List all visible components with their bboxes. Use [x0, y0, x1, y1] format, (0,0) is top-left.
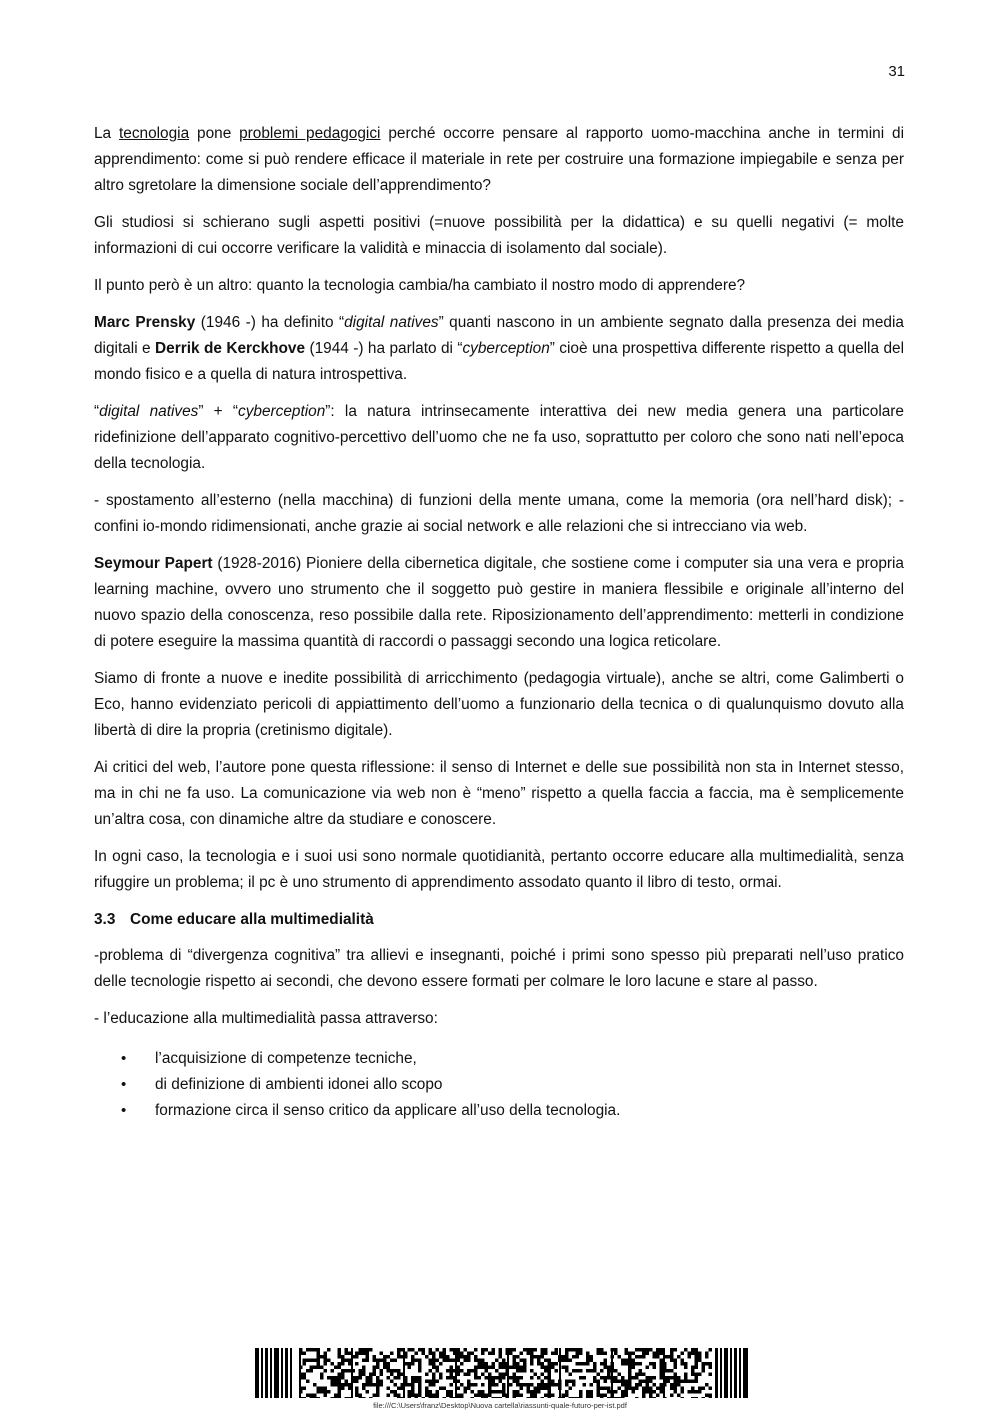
footer-file-path: file:///C:\Users\franz\Desktop\Nuova cartella\riassunti-quale-futuro-per-ist.pdf — [373, 1401, 627, 1410]
section-heading — [94, 907, 904, 933]
author-name: Seymour Papert — [94, 555, 213, 572]
text-run: (1946 -) ha definito “ — [195, 314, 345, 331]
paragraph-scholars: Gli studiosi si schierano sugli aspetti positivi (=nuove possibilità per la didattica) e su quelli negativi (= molte informazioni di cui occorre verificare la validità e minaccia di isolamento dal sociale). — [94, 214, 904, 257]
list-item-text: l’acquisizione di competenze tecniche, — [155, 1050, 417, 1067]
paragraph-prensky — [94, 310, 904, 388]
underlined-term: problemi pedagogici — [239, 125, 381, 142]
text-run: ” cioè una prospettiva differente rispetto a quella del mondo fisico e a quella di natura introspettiva. — [94, 340, 904, 383]
bullet-icon: • — [121, 1076, 127, 1093]
paragraph-education-through: - l’educazione alla multimedialità passa attraverso: — [94, 1010, 438, 1027]
text-run: ” quanti nascono in un ambiente segnato dalla presenza dei media digitali e — [94, 314, 904, 357]
paragraph-externalization: - spostamento all’esterno (nella macchina) di funzioni della mente umana, come la memoria (ora nell’hard disk); - confini io-mondo ridimensionati, anche grazie ai social network e alle relazioni che si intrecciano via web. — [94, 492, 904, 535]
text-run: (1944 -) ha parlato di “ — [305, 340, 463, 357]
list-item-text: formazione circa il senso critico da applicare all’uso della tecnologia. — [155, 1102, 621, 1119]
text-run: (1928-2016) Pioniere della cibernetica digitale, che sostiene come i computer sia una vera e propria learning machine, ovvero uno strumento che il soggetto può gestire in maniera flessibile e originale all’interno del nuovo spazio della conoscenza, reso possibile dalla rete. Riposizionamento dell’apprendimento: metterli in condizione di potere eseguire la massima quantità di raccordi o passaggi secondo una logica reticolare. — [94, 555, 904, 650]
bullet-list — [94, 1046, 904, 1124]
italic-term: digital natives — [344, 314, 439, 331]
text-run: pone — [189, 125, 240, 142]
italic-term: digital natives — [99, 403, 199, 420]
underlined-term: tecnologia — [118, 125, 190, 142]
list-item-text: di definizione di ambienti idonei allo scopo — [155, 1076, 443, 1093]
page-number: 31 — [888, 63, 905, 80]
page-body — [94, 121, 904, 1124]
text-run: perché occorre pensare al rapporto uomo-macchina anche in termini di apprendimento: come si può rendere efficace il materiale in rete per costruire una formazione impiegabile e senza per altro sgretolare la dimensione sociale dell’apprendimento? — [94, 125, 904, 194]
list-item — [94, 1046, 904, 1072]
list-item — [94, 1098, 904, 1124]
paragraph-everyday-technology: In ogni caso, la tecnologia e i suoi usi sono normale quotidianità, pertanto occorre educare alla multimedialità, senza rifuggire un problema; il pc è uno strumento di apprendimento assodato quanto il libro di testo, ormai. — [94, 848, 904, 891]
text-run: La — [94, 125, 119, 142]
text-run: ” + “ — [198, 403, 239, 420]
paragraph-digital-natives — [94, 399, 904, 477]
italic-term: cyberception — [462, 340, 550, 357]
author-name: Marc Prensky — [94, 314, 196, 331]
italic-term: cyberception — [238, 403, 326, 420]
list-item — [94, 1072, 904, 1098]
text-run: “ — [94, 403, 100, 420]
paragraph-technology-problems — [94, 121, 904, 199]
paragraph-cognitive-divergence: -problema di “divergenza cognitiva” tra allievi e insegnanti, poiché i primi sono spesso più preparati nell’uso pratico delle tecnologie rispetto ai secondi, che devono essere formati per colmare le loro lacune e stare al passo. — [94, 947, 904, 990]
bullet-icon: • — [121, 1050, 127, 1067]
paragraph-web-critics: Ai critici del web, l’autore pone questa riflessione: il senso di Internet e delle sue possibilità non sta in Internet stesso, ma in chi ne fa uso. La comunicazione via web non è “meno” rispetto a quella faccia a faccia, ma è semplicemente un’altra cosa, con dinamiche altre da studiare e conoscere. — [94, 759, 904, 828]
author-name: Derrik de Kerckhove — [155, 340, 306, 357]
bullet-icon: • — [121, 1102, 127, 1119]
section-number: 3.3 — [94, 911, 116, 928]
text-run: ”: la natura intrinsecamente interattiva dei new media genera una particolare ridefinizione dell’apparato cognitivo-percettivo dell’uomo che ne fa uso, soprattutto per coloro che sono nati nell’epoca della tecnologia. — [94, 403, 904, 472]
barcode-icon — [255, 1348, 750, 1398]
paragraph-papert — [94, 551, 904, 655]
paragraph-new-possibilities: Siamo di fronte a nuove e inedite possibilità di arricchimento (pedagogia virtuale), anche se altri, come Galimberti o Eco, hanno evidenziato pericoli di appiattimento dell’uomo a funzionario della tecnica o di qualunquismo dovuto alla libertà di dire la propria (cretinismo digitale). — [94, 670, 904, 739]
paragraph-question: Il punto però è un altro: quanto la tecnologia cambia/ha cambiato il nostro modo di apprendere? — [94, 277, 746, 294]
section-title: Come educare alla multimedialità — [130, 911, 374, 928]
